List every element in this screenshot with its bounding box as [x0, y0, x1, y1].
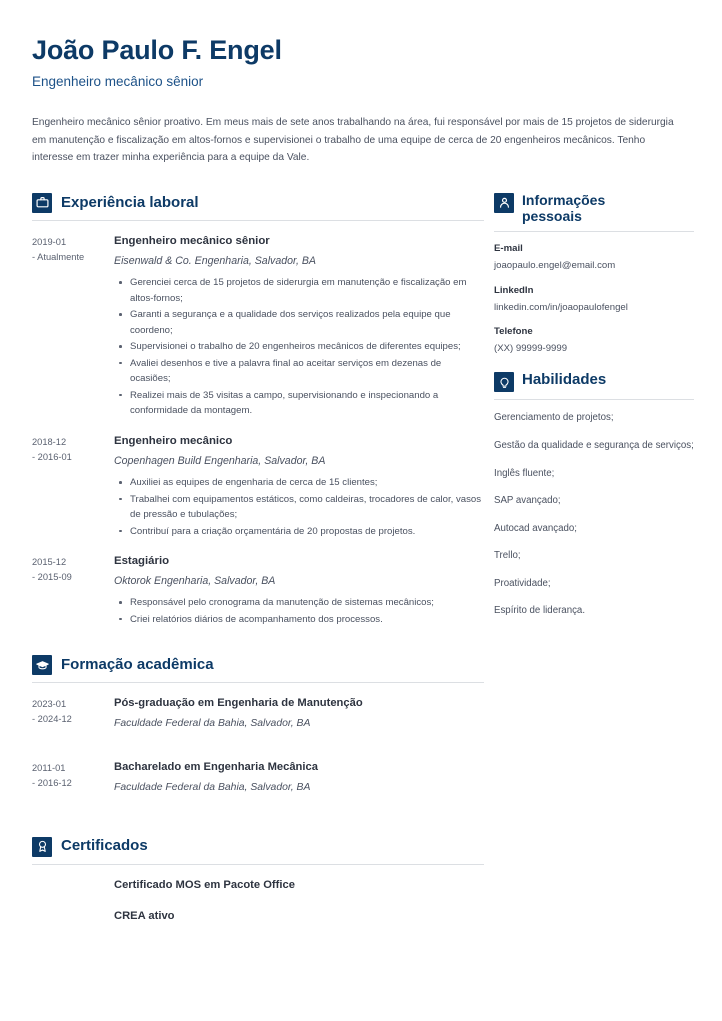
skill-item: Espírito de liderança.	[494, 605, 586, 617]
entry-body	[114, 234, 484, 420]
skill-item: SAP avançado;	[494, 495, 561, 507]
contact-label-email: E-mail	[494, 243, 523, 255]
date-end: - 2015-09	[32, 572, 72, 583]
bullet-item: Auxiliei as equipes de engenharia de cerca de 15 clientes;	[128, 475, 484, 491]
experience-heading	[32, 193, 484, 213]
skill-item: Trello;	[494, 550, 521, 562]
section-personal-info	[494, 193, 694, 355]
skill-item: Inglês fluente;	[494, 467, 555, 479]
job-title: Engenheiro mecânico sênior	[114, 234, 270, 247]
certificates-title: Certificados	[61, 837, 148, 855]
certificate-date-spacer	[32, 878, 114, 893]
bullet-item: Realizei mais de 35 visitas a campo, supervisionando e inspecionando a conformidade da montagem.	[128, 388, 484, 419]
graduation-cap-icon	[32, 655, 52, 675]
contact-value-linkedin[interactable]: linkedin.com/in/joaopaulofengel	[494, 301, 628, 313]
job-organization: Copenhagen Build Engenharia, Salvador, BA	[114, 454, 326, 467]
personal-info-title-line1: Informações	[522, 191, 606, 208]
date-start: 2015-12	[32, 557, 67, 568]
contact-label-linkedin: LinkedIn	[494, 284, 534, 296]
skill-item: Gerenciamento de projetos;	[494, 412, 614, 424]
job-title: Estagiário	[114, 555, 170, 568]
certificates-divider	[32, 864, 484, 865]
job-title: Engenheiro mecânico	[114, 434, 233, 447]
candidate-name: João Paulo F. Engel	[32, 35, 282, 65]
school-name: Faculdade Federal da Bahia, Salvador, BA	[114, 781, 311, 793]
experience-divider	[32, 220, 484, 221]
briefcase-icon	[32, 193, 52, 213]
skill-item: Proatividade;	[494, 577, 551, 589]
bullet-item: Trabalhei com equipamentos estáticos, como caldeiras, trocadores de calor, vasos de pressão e tubulações;	[128, 492, 484, 523]
experience-entry	[32, 234, 484, 420]
entry-body	[114, 554, 484, 628]
skills-title: Habilidades	[522, 371, 607, 389]
certificate-date-spacer	[32, 909, 114, 924]
bullet-item: Contribuí para a criação orçamentária de 20 propostas de projetos.	[128, 524, 484, 540]
person-icon	[494, 193, 514, 213]
entry-dates	[32, 696, 114, 727]
degree-title: Bacharelado em Engenharia Mecânica	[114, 760, 318, 773]
job-bullets	[114, 275, 484, 419]
certificate-entry	[32, 909, 484, 924]
certificate-name: CREA ativo	[114, 910, 175, 923]
section-experience	[32, 193, 484, 628]
personal-info-heading	[494, 193, 694, 224]
skills-divider	[494, 399, 694, 400]
bullet-item: Avaliei desenhos e tive a palavra final ao aceitar serviços em dezenas de ocasiões;	[128, 356, 484, 387]
entry-body	[114, 696, 484, 731]
section-certificates	[32, 837, 484, 924]
entry-dates	[32, 234, 114, 265]
date-start: 2011-01	[32, 762, 66, 773]
date-start: 2018-12	[32, 436, 67, 447]
certificates-heading	[32, 837, 484, 857]
date-end: - Atualmente	[32, 252, 85, 263]
date-end: - 2016-01	[32, 451, 72, 462]
spacer	[32, 642, 484, 655]
education-entry	[32, 696, 484, 746]
bullet-item: Responsável pelo cronograma da manutenção de sistemas mecânicos;	[128, 595, 484, 611]
entry-dates	[32, 434, 114, 465]
job-organization: Eisenwald & Co. Engenharia, Salvador, BA	[114, 254, 316, 267]
certificate-entry	[32, 878, 484, 893]
section-skills	[494, 372, 694, 618]
award-icon	[32, 837, 52, 857]
professional-summary: Engenheiro mecânico sênior proativo. Em meus mais de sete anos trabalhando na área, fui responsável por mais de 15 projetos de siderurgia em manutenção e fiscalização em altos-fornos e supervisionei o trabalho de uma equipe de cerca de 20 engenheiros mecânicos. Tenho interesse em trazer minha experiência para a equipe da Vale.	[32, 117, 674, 164]
contact-label-phone: Telefone	[494, 326, 533, 338]
degree-title: Pós-graduação em Engenharia de Manutenção	[114, 697, 363, 710]
skill-item: Gestão da qualidade e segurança de serviços;	[494, 439, 694, 451]
bullet-item: Garanti a segurança e a qualidade dos serviços realizados pela equipe que coordeno;	[128, 307, 484, 338]
lightbulb-icon	[494, 372, 514, 392]
certificate-name: Certificado MOS em Pacote Office	[114, 878, 295, 891]
date-start: 2023-01	[32, 699, 67, 710]
education-divider	[32, 682, 484, 683]
bullet-item: Supervisionei o trabalho de 20 engenheiros mecânicos de diferentes equipes;	[128, 339, 484, 355]
education-heading	[32, 655, 484, 675]
sidebar-column	[494, 193, 694, 636]
date-start: 2019-01	[32, 236, 67, 247]
entry-dates	[32, 554, 114, 585]
job-organization: Oktorok Engenharia, Salvador, BA	[114, 574, 276, 587]
education-title: Formação acadêmica	[61, 655, 214, 673]
personal-info-title-wrap	[522, 193, 605, 224]
spacer	[32, 824, 484, 837]
experience-entry	[32, 434, 484, 540]
experience-entry	[32, 554, 484, 628]
content-columns	[32, 191, 694, 941]
skills-heading	[494, 372, 694, 392]
job-bullets	[114, 475, 484, 539]
school-name: Faculdade Federal da Bahia, Salvador, BA	[114, 717, 311, 729]
bullet-item: Gerenciei cerca de 15 projetos de siderurgia em manutenção e fiscalização em altos-fornos;	[128, 275, 484, 306]
education-entry	[32, 760, 484, 810]
contact-value-email[interactable]: joaopaulo.engel@email.com	[494, 260, 616, 272]
personal-info-title-line2: pessoais	[522, 207, 582, 224]
date-end: - 2024-12	[32, 714, 72, 725]
job-bullets	[114, 595, 484, 627]
main-column	[32, 193, 484, 941]
contact-value-phone: (XX) 99999-9999	[494, 342, 568, 354]
entry-body	[114, 760, 484, 795]
entry-dates	[32, 760, 114, 791]
date-end: - 2016-12	[32, 777, 72, 788]
entry-body	[114, 434, 484, 540]
experience-title: Experiência laboral	[61, 193, 199, 211]
section-education	[32, 655, 484, 809]
bullet-item: Criei relatórios diários de acompanhamento dos processos.	[128, 612, 484, 628]
candidate-role: Engenheiro mecânico sênior	[32, 74, 204, 90]
personal-info-divider	[494, 231, 694, 232]
skill-item: Autocad avançado;	[494, 522, 577, 534]
